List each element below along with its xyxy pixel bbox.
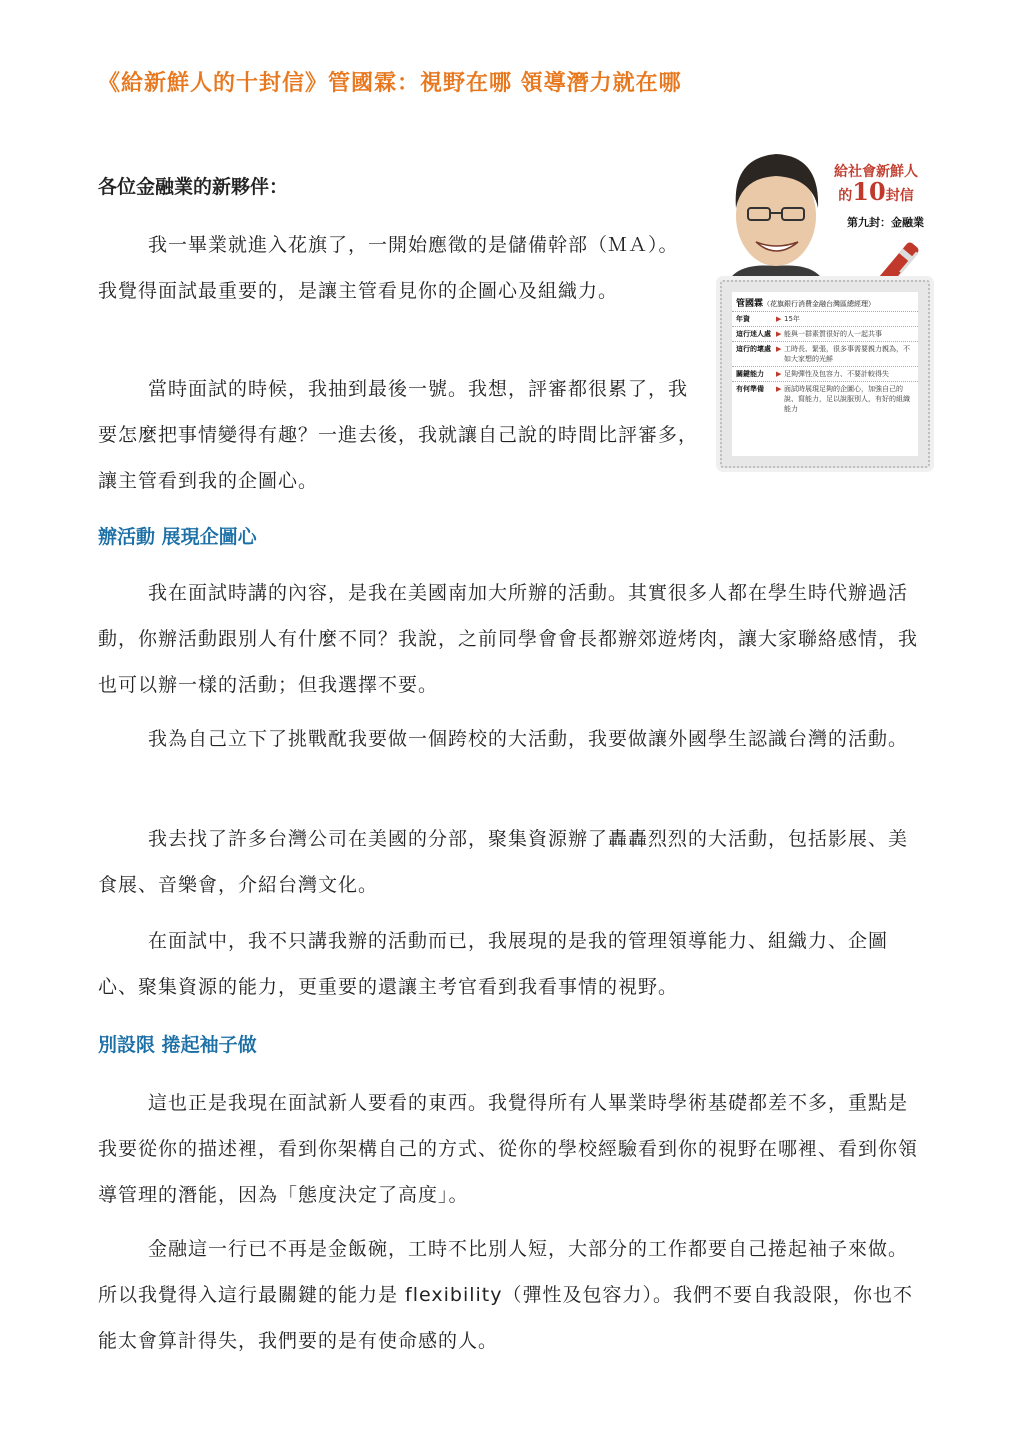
section2-paragraph-1: 這也正是我現在面試新人要看的東西。我覺得所有人畢業時學術基礎都差不多，重點是我要從你的描述裡，看到你架構自己的方式、從你的學校經驗看到你的視野在哪裡、看到你領導管理的潛能，因為「態度決定了高度」。	[98, 1092, 919, 1206]
profile-row	[732, 381, 918, 416]
section1-paragraph-1: 我在面試時講的內容，是我在美國南加大所辦的活動。其實很多人都在學生時代辦過活動，你辦活動跟別人有什麼不同？我說，之前同學會會長都辦郊遊烤肉，讓大家聯絡感情，我也可以辦一樣的活動；但我選擇不要。	[98, 582, 919, 696]
intro-paragraph-1: 我一畢業就進入花旗了，一開始應徵的是儲備幹部（ＭＡ）。我覺得面試最重要的，是讓主管看見你的企圖心及組織力。	[98, 234, 679, 302]
profile-role: （花旗銀行消費金融台灣區總經理）	[763, 300, 876, 308]
profile-name: 管國霖	[736, 299, 764, 309]
profile-row-label: 年資	[736, 315, 750, 323]
profile-row-value: 足夠彈性及包容力、不要計較得失	[784, 370, 889, 378]
page-title: 《給新鮮人的十封信》管國霖：視野在哪 領導潛力就在哪	[98, 71, 682, 96]
profile-row-label: 這行的壞處	[736, 345, 771, 353]
arrow-right-icon: ▶	[776, 330, 782, 338]
intro-paragraph-2: 當時面試的時候，我抽到最後一號。我想，評審都很累了，我要怎麼把事情變得有趣？一進去後，我就讓自己說的時間比評審多，讓主管看到我的企圖心。	[98, 378, 699, 492]
arrow-right-icon: ▶	[776, 385, 782, 393]
profile-header	[732, 292, 918, 311]
profile-infographic	[716, 138, 928, 470]
section1-paragraph-2: 我為自己立下了挑戰酖我要做一個跨校的大活動，我要做讓外國學生認識台灣的活動。	[148, 728, 909, 750]
arrow-right-icon: ▶	[776, 315, 782, 323]
profile-row	[732, 366, 918, 381]
card-title-line2	[824, 177, 928, 206]
card-title-pre: 的	[838, 188, 853, 204]
card-subtitle: 第九封：金融業	[847, 216, 924, 229]
greeting: 各位金融業的新夥伴：	[98, 176, 289, 198]
arrow-right-icon: ▶	[776, 345, 782, 353]
section-heading-2: 別設限 捲起袖子做	[98, 1034, 257, 1056]
card-title	[824, 162, 928, 206]
profile-stamp	[720, 280, 930, 468]
profile-row-label: 關鍵能力	[736, 370, 764, 378]
profile-row-label: 這行迷人處	[736, 330, 771, 338]
profile-row-value: 工時長、緊張，很多事需要親力親為，不如大家想的光鮮	[784, 345, 910, 363]
section-heading-1: 辦活動 展現企圖心	[98, 526, 257, 548]
arrow-right-icon: ▶	[776, 370, 782, 378]
section1-paragraph-3: 我去找了許多台灣公司在美國的分部，聚集資源辦了轟轟烈烈的大活動，包括影展、美食展、音樂會，介紹台灣文化。	[98, 828, 909, 896]
profile-row	[732, 326, 918, 341]
profile-row-value: 能與一群素質很好的人一起共事	[784, 330, 882, 338]
card-title-line1: 給社會新鮮人	[834, 164, 918, 180]
card-title-number: 10	[852, 177, 886, 206]
section1-paragraph-4: 在面試中，我不只講我辦的活動而已，我展現的是我的管理領導能力、組織力、企圖心、聚集資源的能力，更重要的還讓主考官看到我看事情的視野。	[98, 930, 889, 998]
profile-table	[732, 292, 918, 456]
card-title-post: 封信	[885, 188, 914, 204]
profile-row-label: 有何準備	[736, 385, 764, 393]
profile-row-value: 面試時展現足夠的企圖心，加強自己的說、寫能力，足以說服別人，有好的組織能力	[784, 385, 910, 413]
profile-row	[732, 311, 918, 326]
profile-row	[732, 341, 918, 366]
portrait-image	[722, 138, 830, 288]
section2-paragraph-2: 金融這一行已不再是金飯碗，工時不比別人短，大部分的工作都要自己捲起袖子來做。所以我覺得入這行最關鍵的能力是 flexibility（彈性及包容力）。我們不要自我設限，你也不能太會算計得失，我們要的是有使命感的人。	[98, 1238, 913, 1352]
profile-row-value: 15年	[784, 315, 800, 323]
